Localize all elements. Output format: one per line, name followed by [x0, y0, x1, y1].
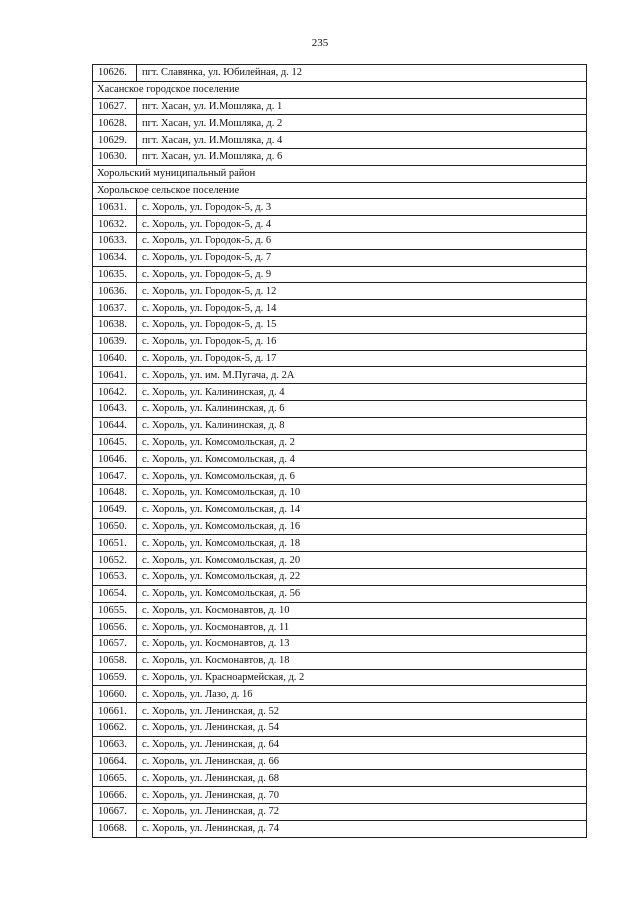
row-number: 10660. [93, 686, 137, 703]
row-address: с. Хороль, ул. Комсомольская, д. 6 [137, 468, 587, 485]
row-address: с. Хороль, ул. Комсомольская, д. 10 [137, 484, 587, 501]
row-address: с. Хороль, ул. Красноармейская, д. 2 [137, 669, 587, 686]
table-row [93, 585, 587, 602]
row-number: 10637. [93, 300, 137, 317]
row-number: 10663. [93, 736, 137, 753]
row-number: 10641. [93, 367, 137, 384]
row-address: пгт. Хасан, ул. И.Мошляка, д. 4 [137, 132, 587, 149]
row-number: 10653. [93, 568, 137, 585]
row-address: с. Хороль, ул. Космонавтов, д. 13 [137, 636, 587, 653]
table-row [93, 115, 587, 132]
row-number: 10648. [93, 484, 137, 501]
table-row [93, 400, 587, 417]
row-address: с. Хороль, ул. Городок-5, д. 3 [137, 199, 587, 216]
row-number: 10631. [93, 199, 137, 216]
table-row [93, 820, 587, 837]
table-row [93, 216, 587, 233]
section-title: Хорольское сельское поселение [93, 182, 587, 199]
row-number: 10656. [93, 619, 137, 636]
row-number: 10658. [93, 652, 137, 669]
row-number: 10640. [93, 350, 137, 367]
row-number: 10633. [93, 232, 137, 249]
address-table [92, 64, 587, 838]
row-address: пгт. Хасан, ул. И.Мошляка, д. 1 [137, 98, 587, 115]
row-address: с. Хороль, ул. Ленинская, д. 54 [137, 720, 587, 737]
row-number: 10643. [93, 400, 137, 417]
row-address: с. Хороль, ул. Комсомольская, д. 4 [137, 451, 587, 468]
section-title: Хасанское городское поселение [93, 81, 587, 98]
row-address: с. Хороль, ул. Городок-5, д. 15 [137, 316, 587, 333]
row-number: 10657. [93, 636, 137, 653]
row-number: 10667. [93, 804, 137, 821]
table-row [93, 703, 587, 720]
row-number: 10664. [93, 753, 137, 770]
table-row [93, 249, 587, 266]
section-title: Хорольский муниципальный район [93, 165, 587, 182]
row-number: 10638. [93, 316, 137, 333]
row-number: 10666. [93, 787, 137, 804]
row-address: с. Хороль, ул. Калининская, д. 4 [137, 384, 587, 401]
row-number: 10662. [93, 720, 137, 737]
row-number: 10644. [93, 417, 137, 434]
table-row [93, 316, 587, 333]
row-number: 10649. [93, 501, 137, 518]
section-header-row [93, 182, 587, 199]
table-row [93, 552, 587, 569]
section-header-row [93, 165, 587, 182]
table-row [93, 619, 587, 636]
row-address: с. Хороль, ул. Городок-5, д. 16 [137, 333, 587, 350]
table-row [93, 686, 587, 703]
table-row [93, 434, 587, 451]
row-address: с. Хороль, ул. Ленинская, д. 64 [137, 736, 587, 753]
row-address: с. Хороль, ул. Городок-5, д. 4 [137, 216, 587, 233]
row-number: 10645. [93, 434, 137, 451]
section-header-row [93, 81, 587, 98]
table-row [93, 568, 587, 585]
row-number: 10634. [93, 249, 137, 266]
row-address: пгт. Славянка, ул. Юбилейная, д. 12 [137, 65, 587, 82]
row-number: 10659. [93, 669, 137, 686]
row-number: 10639. [93, 333, 137, 350]
row-address: с. Хороль, ул. Городок-5, д. 17 [137, 350, 587, 367]
row-address: с. Хороль, ул. Городок-5, д. 12 [137, 283, 587, 300]
row-address: с. Хороль, ул. Комсомольская, д. 14 [137, 501, 587, 518]
row-number: 10626. [93, 65, 137, 82]
row-address: с. Хороль, ул. Ленинская, д. 52 [137, 703, 587, 720]
row-number: 10629. [93, 132, 137, 149]
row-number: 10646. [93, 451, 137, 468]
row-address: с. Хороль, ул. Космонавтов, д. 11 [137, 619, 587, 636]
table-row [93, 65, 587, 82]
row-address: с. Хороль, ул. Калининская, д. 6 [137, 400, 587, 417]
row-address: пгт. Хасан, ул. И.Мошляка, д. 6 [137, 148, 587, 165]
table-row [93, 148, 587, 165]
row-address: пгт. Хасан, ул. И.Мошляка, д. 2 [137, 115, 587, 132]
row-address: с. Хороль, ул. Комсомольская, д. 22 [137, 568, 587, 585]
row-number: 10654. [93, 585, 137, 602]
table-row [93, 484, 587, 501]
row-address: с. Хороль, ул. Ленинская, д. 72 [137, 804, 587, 821]
row-address: с. Хороль, ул. Калининская, д. 8 [137, 417, 587, 434]
row-number: 10632. [93, 216, 137, 233]
table-row [93, 753, 587, 770]
table-row [93, 787, 587, 804]
table-row [93, 535, 587, 552]
row-number: 10661. [93, 703, 137, 720]
row-address: с. Хороль, ул. Ленинская, д. 68 [137, 770, 587, 787]
table-row [93, 468, 587, 485]
row-address: с. Хороль, ул. Комсомольская, д. 16 [137, 518, 587, 535]
row-address: с. Хороль, ул. им. М.Пугача, д. 2А [137, 367, 587, 384]
row-address: с. Хороль, ул. Ленинская, д. 70 [137, 787, 587, 804]
row-number: 10628. [93, 115, 137, 132]
row-number: 10630. [93, 148, 137, 165]
row-number: 10651. [93, 535, 137, 552]
row-number: 10652. [93, 552, 137, 569]
table-row [93, 736, 587, 753]
row-number: 10647. [93, 468, 137, 485]
row-address: с. Хороль, ул. Космонавтов, д. 18 [137, 652, 587, 669]
row-address: с. Хороль, ул. Комсомольская, д. 56 [137, 585, 587, 602]
row-address: с. Хороль, ул. Городок-5, д. 6 [137, 232, 587, 249]
row-number: 10635. [93, 266, 137, 283]
row-address: с. Хороль, ул. Городок-5, д. 14 [137, 300, 587, 317]
table-row [93, 132, 587, 149]
table-row [93, 199, 587, 216]
row-number: 10650. [93, 518, 137, 535]
table-row [93, 232, 587, 249]
table-row [93, 350, 587, 367]
row-address: с. Хороль, ул. Комсомольская, д. 20 [137, 552, 587, 569]
table-row [93, 266, 587, 283]
table-row [93, 451, 587, 468]
table-row [93, 804, 587, 821]
table-row [93, 283, 587, 300]
row-address: с. Хороль, ул. Комсомольская, д. 18 [137, 535, 587, 552]
row-number: 10668. [93, 820, 137, 837]
table-row [93, 417, 587, 434]
row-address: с. Хороль, ул. Ленинская, д. 74 [137, 820, 587, 837]
table-row [93, 669, 587, 686]
table-row [93, 652, 587, 669]
table-row [93, 300, 587, 317]
table-row [93, 501, 587, 518]
address-table-body [93, 65, 587, 838]
table-row [93, 384, 587, 401]
table-row [93, 333, 587, 350]
row-address: с. Хороль, ул. Городок-5, д. 7 [137, 249, 587, 266]
table-row [93, 636, 587, 653]
row-address: с. Хороль, ул. Лазо, д. 16 [137, 686, 587, 703]
table-row [93, 98, 587, 115]
row-address: с. Хороль, ул. Комсомольская, д. 2 [137, 434, 587, 451]
table-row [93, 518, 587, 535]
row-address: с. Хороль, ул. Городок-5, д. 9 [137, 266, 587, 283]
row-number: 10627. [93, 98, 137, 115]
table-row [93, 367, 587, 384]
table-row [93, 770, 587, 787]
page-number: 235 [311, 37, 329, 49]
row-number: 10665. [93, 770, 137, 787]
row-number: 10642. [93, 384, 137, 401]
row-number: 10636. [93, 283, 137, 300]
row-number: 10655. [93, 602, 137, 619]
row-address: с. Хороль, ул. Ленинская, д. 66 [137, 753, 587, 770]
row-address: с. Хороль, ул. Космонавтов, д. 10 [137, 602, 587, 619]
table-row [93, 720, 587, 737]
table-row [93, 602, 587, 619]
